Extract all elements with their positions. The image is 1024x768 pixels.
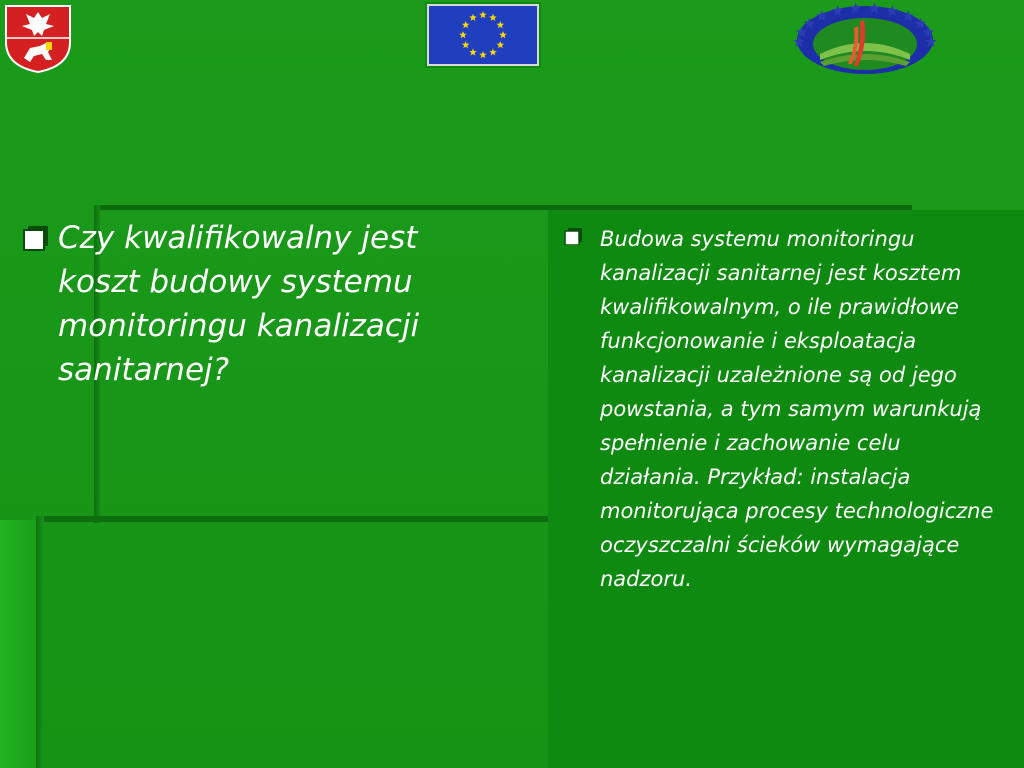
divider-top-horizontal: [94, 205, 912, 210]
checkbox-bullet-icon: [564, 227, 584, 245]
answer-text: Budowa systemu monitoringu kanalizacji sanitarnej jest kosztem kwalifikowalnym, o ile prawidłowe funkcjonowanie i eksploatacja kanalizacji uzależnione są od jego powstania, a tym samym warunkują spełnienie i zachowanie celu działania. Przykład: instalacja monitorująca procesy technologiczne oczyszczalni ścieków wymagające nadzoru.: [600, 227, 994, 591]
rural-development-logo-icon: [790, 2, 940, 77]
question-block: [22, 216, 542, 392]
divider-middle-horizontal: [36, 516, 548, 522]
eu-flag-icon: [425, 2, 541, 68]
coat-of-arms-icon: [2, 2, 74, 74]
checkbox-bullet-icon: [22, 224, 52, 252]
divider-left-vertical: [36, 516, 44, 768]
question-text: Czy kwalifikowalny jest koszt budowy systemu monitoringu kanalizacji sanitarnej?: [58, 220, 420, 388]
left-glow-strip: [0, 520, 36, 768]
answer-block: [564, 222, 1004, 596]
